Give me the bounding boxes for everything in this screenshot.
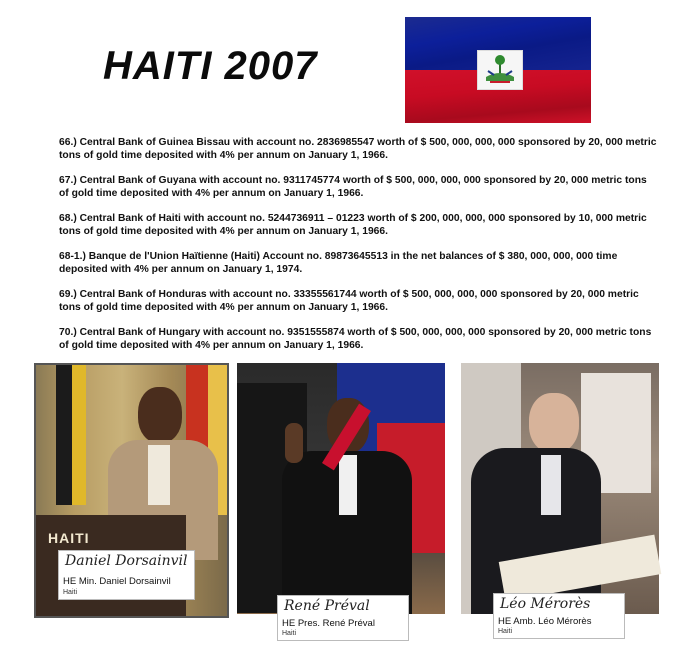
signature: René Préval: [284, 598, 370, 614]
haiti-flag-image: [405, 17, 591, 123]
photo-president-oath: [237, 363, 445, 637]
caption-country: Haiti: [63, 589, 78, 596]
signature: Léo Mérorès: [500, 596, 591, 612]
signature-card: [493, 593, 625, 639]
caption-country: Haiti: [282, 630, 297, 637]
photo-ambassador-signing: [461, 363, 659, 635]
page-title: HAITI 2007: [103, 44, 318, 88]
list-item: 67.) Central Bank of Guyana with account no. 9311745774 worth of $ 500, 000, 000, 000 sponsored by 20, 000 metric tons of gold time deposited with 4% per annum on January 1, 1966.: [59, 175, 647, 199]
signature-card: [277, 595, 409, 641]
podium-label: HAITI: [48, 530, 90, 546]
list-item: 68-1.) Banque de l'Union Haïtienne (Haiti) Account no. 89873645513 in the net balances of $ 380, 000, 000, 000 time deposited with 4% per annum on January 1, 1974.: [59, 251, 618, 275]
coat-of-arms-icon: [477, 50, 523, 90]
caption-name: HE Min. Daniel Dorsainvil: [63, 576, 171, 587]
photo-minister-at-podium: [34, 363, 229, 618]
signature: Daniel Dorsainvil: [65, 553, 188, 569]
caption-name: HE Amb. Léo Mérorès: [498, 616, 592, 627]
caption-name: HE Pres. René Préval: [282, 618, 375, 629]
signature-card: [58, 550, 195, 600]
list-item: 70.) Central Bank of Hungary with account no. 9351555874 worth of $ 500, 000, 000, 000 sponsored by 20, 000 metric tons of gold time deposited with 4% per annum on January 1, 1966.: [59, 327, 652, 351]
list-item: 68.) Central Bank of Haiti with account no. 5244736911 – 01223 worth of $ 200, 000, 000, 000 sponsored by 10, 000 metric tons of gold time deposited with 4% per annum on January 1, 1966.: [59, 213, 647, 237]
list-item: 66.) Central Bank of Guinea Bissau with account no. 2836985547 worth of $ 500, 000, 000, 000 sponsored by 20, 000 metric tons of gold time deposited with 4% per annum on January 1, 1966.: [59, 137, 657, 161]
bank-account-list: [59, 137, 659, 365]
caption-country: Haiti: [498, 628, 513, 635]
list-item: 69.) Central Bank of Honduras with account no. 33355561744 worth of $ 500, 000, 000, 000 sponsored by 20, 000 metric tons of gold time deposited with 4% per annum on January 1, 1966.: [59, 289, 639, 313]
